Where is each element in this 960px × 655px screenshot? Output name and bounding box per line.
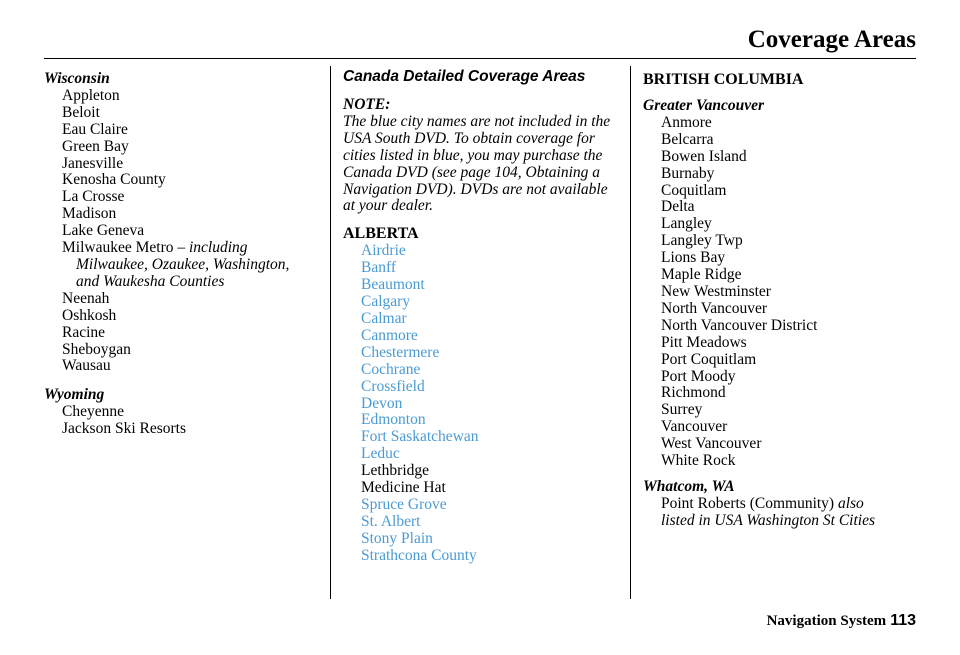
alberta-city-list [343,243,621,564]
city-item: Devon [361,394,403,412]
note-text: The blue city names are not included in the USA South DVD. To obtain coverage for cities listed in blue, you may purchase the Canada DVD (see page 104, Obtaining a Navigation DVD). DVDs are not available at your dealer. [343,112,611,215]
state-heading-wisconsin: Wisconsin [44,70,110,87]
city-name: Point Roberts (Community) [661,494,838,512]
city-item: Green Bay [62,137,129,155]
city-item: Beloit [62,103,100,121]
city-item: Calmar [361,309,407,327]
city-item [643,496,923,513]
footer-section-title: Navigation System [766,613,887,629]
wisconsin-city-list [44,88,314,240]
city-item: Airdrie [361,242,406,260]
city-item: Burnaby [661,164,715,182]
page-title: Coverage Areas [747,26,916,53]
city-item: Lions Bay [661,249,726,267]
city-item: New Westminster [661,282,771,300]
city-item: Oshkosh [62,306,117,324]
header-rule [44,58,916,59]
city-item: Pitt Meadows [661,333,747,351]
city-item: Maple Ridge [661,266,742,284]
state-heading-wyoming: Wyoming [44,386,105,404]
city-item: Lake Geneva [62,222,145,240]
column-divider-2 [630,66,631,599]
city-item: Cheyenne [62,403,124,421]
city-item: Port Moody [661,367,736,385]
city-item: Langley [661,215,712,233]
province-heading-british-columbia: BRITISH COLUMBIA [643,71,804,88]
city-item: Sheboygan [62,340,131,358]
city-item: Janesville [62,154,124,172]
city-note: also [837,494,864,512]
city-item: Fort Saskatchewan [361,428,479,446]
city-item: Richmond [661,384,726,402]
page-footer [767,612,916,630]
city-item: Port Coquitlam [661,350,757,368]
wyoming-city-list [44,404,314,438]
region-heading-greater-vancouver: Greater Vancouver [643,97,764,114]
city-item: Jackson Ski Resorts [62,420,186,438]
city-item: Eau Claire [62,120,128,138]
city-item: Cochrane [361,360,421,378]
city-item: North Vancouver District [661,316,818,334]
city-item: St. Albert [361,512,421,530]
province-heading-alberta: ALBERTA [343,225,419,243]
city-item: Madison [62,205,117,223]
city-item: Belcarra [661,130,714,148]
city-item: Neenah [62,289,110,307]
city-item: Leduc [361,445,400,463]
city-item: Beaumont [361,276,425,294]
city-name: Milwaukee Metro – [62,239,189,257]
city-item: West Vancouver [661,435,762,453]
city-item: Delta [661,198,695,216]
city-note-line: Milwaukee, Ozaukee, Washington, [76,255,290,273]
city-item: Medicine Hat [361,479,446,497]
city-note: including [188,239,248,257]
greater-vancouver-city-list [643,115,923,470]
city-item: Strathcona County [361,546,477,564]
city-item: Crossfield [361,377,425,395]
city-note-line: listed in USA Washington St Cities [661,511,876,529]
column-2 [343,68,621,565]
city-item: Surrey [661,401,703,419]
city-item: Lethbridge [361,462,430,480]
column-3 [643,68,923,530]
section-heading: Canada Detailed Coverage Areas [343,68,586,85]
city-item: Kenosha County [62,171,166,189]
city-item: Vancouver [661,418,728,436]
city-item: Chestermere [361,343,440,361]
city-item: Spruce Grove [361,495,447,513]
city-item: Edmonton [361,411,426,429]
city-item: Banff [361,259,397,277]
city-item: Stony Plain [361,529,433,547]
city-item: Anmore [661,113,712,131]
city-item: Calgary [361,293,411,311]
column-divider-1 [330,66,331,599]
city-item: Racine [62,323,106,341]
city-item: Coquitlam [661,181,727,199]
note-label: NOTE: [343,96,391,113]
city-item: Langley Twp [661,232,743,250]
city-item: Bowen Island [661,147,747,165]
city-item: La Crosse [62,188,125,206]
column-1 [44,68,314,438]
region-heading-whatcom: Whatcom, WA [643,477,735,495]
city-note-line: and Waukesha Counties [76,272,225,290]
wisconsin-city-list-continued [44,291,314,376]
page-number: 113 [890,612,916,629]
city-item: Appleton [62,86,120,104]
city-item: Canmore [361,326,418,344]
city-item: North Vancouver [661,299,768,317]
city-item [44,240,314,257]
city-item: White Rock [661,452,736,470]
city-item: Wausau [62,357,111,375]
